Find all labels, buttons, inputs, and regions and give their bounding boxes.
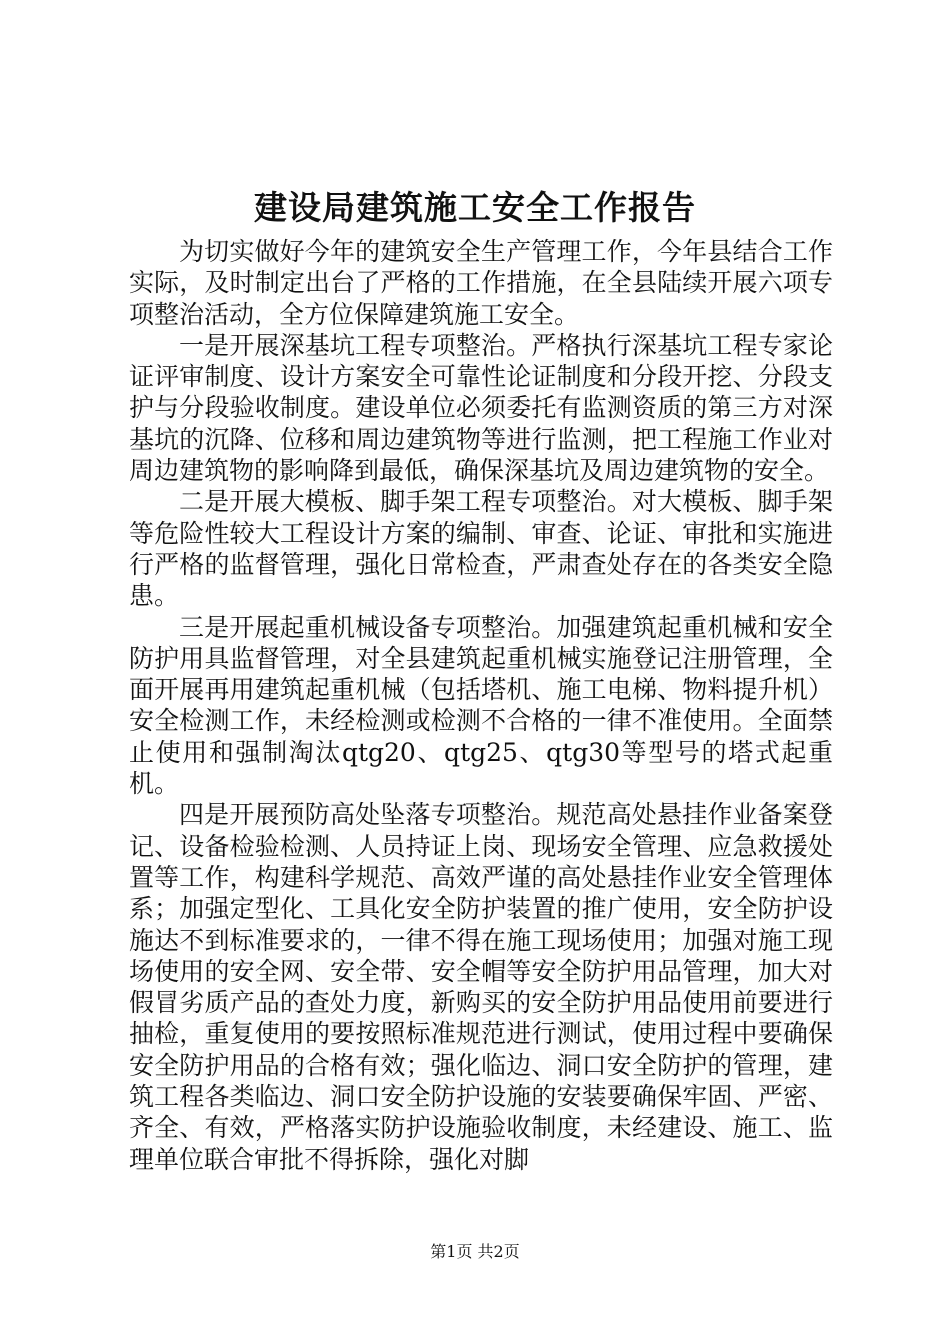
paragraph-intro: 为切实做好今年的建筑安全生产管理工作，今年县结合工作实际，及时制定出台了严格的工作措施，在全县陆续开展六项专项整治活动，全方位保障建筑施工安全。: [129, 237, 833, 329]
paragraph-fall-prevention: 四是开展预防高处坠落专项整治。规范高处悬挂作业备案登记、设备检验检测、人员持证上岗、现场安全管理、应急救援处置等工作，构建科学规范、高效严谨的高处悬挂作业安全管理体系；加强定型化、工具化安全防护装置的推广使用，安全防护设施达不到标准要求的，一律不得在施工现场使用；加强对施工现场使用的安全网、安全带、安全帽等安全防护用品管理，加大对假冒劣质产品的查处力度，新购买的安全防护用品使用前要进行抽检，重复使用的要按照标准规范进行测试，使用过程中要确保安全防护用品的合格有效；强化临边、洞口安全防护的管理，建筑工程各类临边、洞口安全防护设施的安装要确保牢固、严密、齐全、有效，严格落实防护设施验收制度，未经建设、施工、监理单位联合审批不得拆除，强化对脚: [129, 800, 833, 1174]
paragraph-deep-foundation: 一是开展深基坑工程专项整治。严格执行深基坑工程专家论证评审制度、设计方案安全可靠性论证制度和分段开挖、分段支护与分段验收制度。建设单位必须委托有监测资质的第三方对深基坑的沉降、位移和周边建筑物等进行监测，把工程施工作业对周边建筑物的影响降到最低，确保深基坑及周边建筑物的安全。: [129, 330, 833, 486]
document-title: 建设局建筑施工安全工作报告: [254, 188, 696, 227]
document-body: [129, 236, 833, 1175]
paragraph-lifting-machinery: 三是开展起重机械设备专项整治。加强建筑起重机械和安全防护用具监督管理，对全县建筑起重机械实施登记注册管理，全面开展再用建筑起重机械（包括塔机、施工电梯、物料提升机）安全检测工作，未经检测或检测不合格的一律不准使用。全面禁止使用和强制淘汰qtg20、qtg25、qtg30等型号的塔式起重机。: [129, 612, 833, 799]
paragraph-formwork-scaffold: 二是开展大模板、脚手架工程专项整治。对大模板、脚手架等危险性较大工程设计方案的编制、审查、论证、审批和实施进行严格的监督管理，强化日常检查，严肃查处存在的各类安全隐患。: [129, 487, 833, 611]
page-footer: 第1页 共2页: [430, 1242, 520, 1261]
